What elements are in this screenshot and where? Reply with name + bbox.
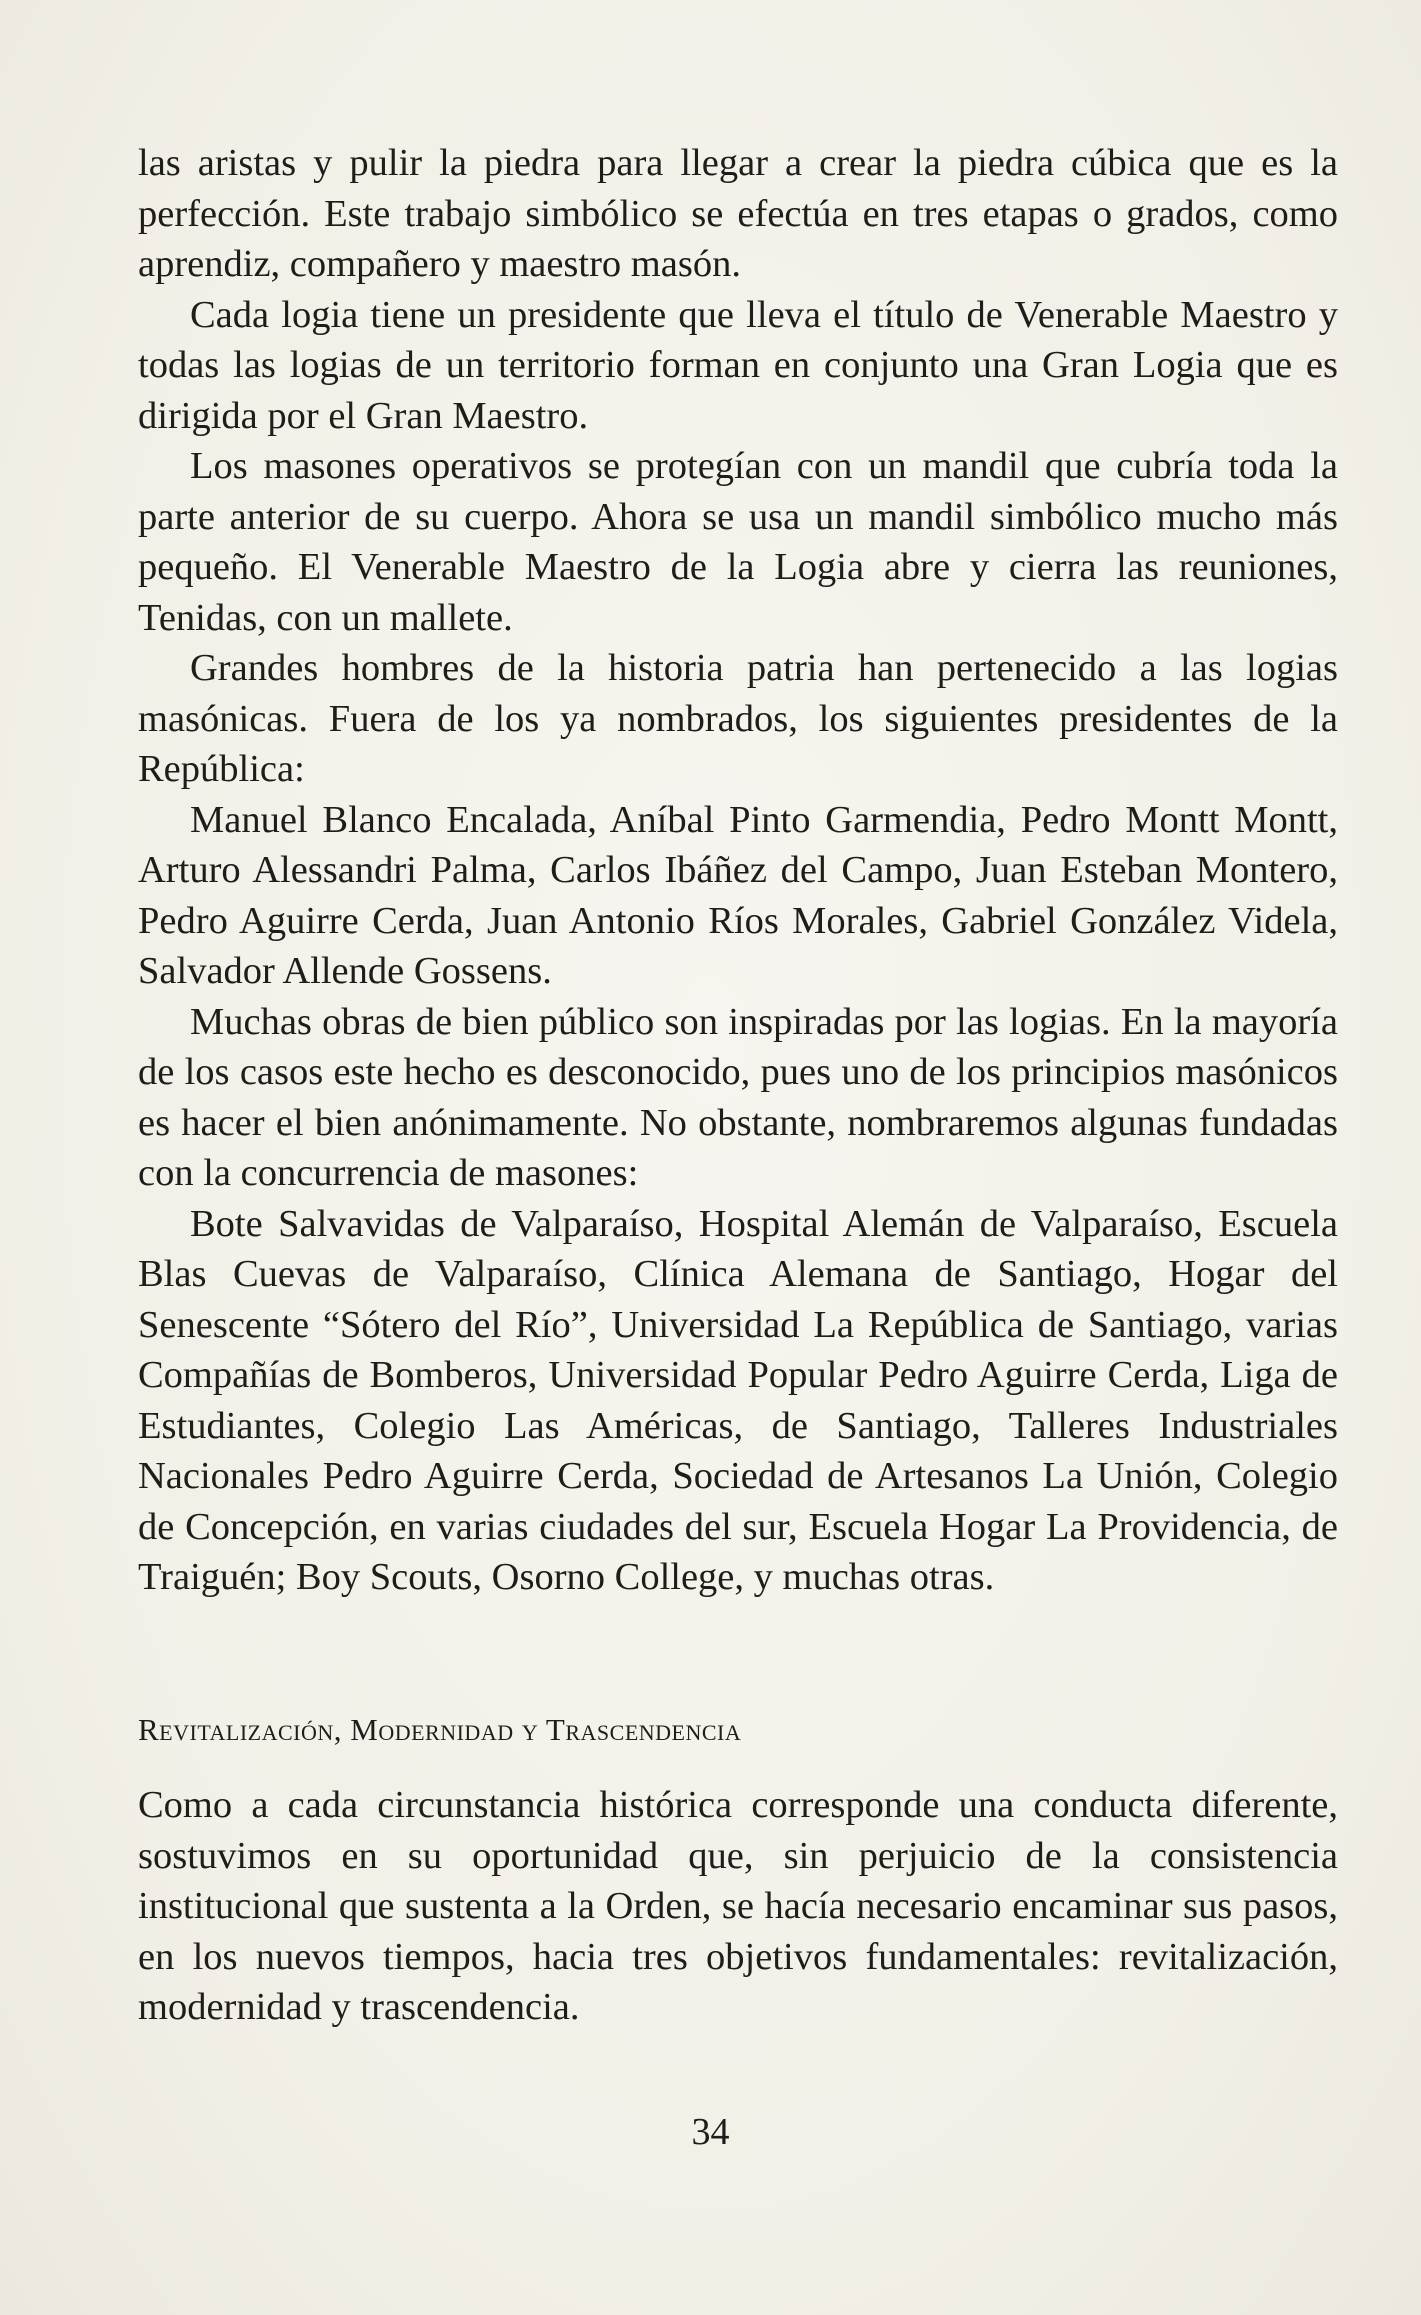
section-body [138, 1780, 1338, 2033]
page-number: 34 [691, 2111, 730, 2153]
paragraph-instituciones-lista: Bote Salvavidas de Valparaíso, Hospital Alemán de Valparaíso, Escuela Blas Cuevas de Valparaíso, Clínica Alemana de Santiago, Hogar del Senescente “Sótero del Río”, Universidad La República de Santiago, varias Compañías de Bomberos, Universidad Popular Pedro Aguirre Cerda, Liga de Estudiantes, Colegio Las Américas, de Santiago, Talleres Industriales Nacionales Pedro Aguirre Cerda, Sociedad de Artesanos La Unión, Colegio de Concepción, en varias ciudades del sur, Escuela Hogar La Providencia, de Traiguén; Boy Scouts, Osorno College, y muchas otras. [138, 1202, 1338, 1598]
paragraph-grandes-hombres: Grandes hombres de la historia patria han pertenecido a las logias masónicas. Fuera de los ya nombrados, los siguientes presidentes de la República: [138, 647, 1338, 790]
section-paragraph: Como a cada circunstancia histórica corresponde una conducta diferente, sostuvimos en su oportunidad que, sin perjuicio de la consistencia institucional que sustenta a la Orden, se hacía necesario encaminar sus pasos, en los nuevos tiempos, hacia tres objetivos fundamentales: revitalización, modernidad y trascendencia. [138, 1784, 1338, 2028]
paragraph-obras-bien-publico: Muchas obras de bien público son inspiradas por las logias. En la mayoría de los casos este hecho es desconocido, pues uno de los principios masónicos es hacer el bien anónimamente. No obstante, nombraremos algunas fundadas con la concurrencia de masones: [138, 1000, 1338, 1194]
paragraph-continuation: las aristas y pulir la piedra para llegar a crear la piedra cúbica que es la perfección. Este trabajo simbólico se efectúa en tres etapas o grados, como aprendiz, compañero y maestro masón. [138, 142, 1338, 285]
paragraph-logia-presidente: Cada logia tiene un presidente que lleva el título de Venerable Maestro y todas las logias de un territorio forman en conjunto una Gran Logia que es dirigida por el Gran Maestro. [138, 293, 1338, 437]
section-heading: Revitalización, Modernidad y Trascendencia [138, 1712, 742, 1747]
body-text [138, 138, 1338, 1603]
paragraph-presidentes-lista: Manuel Blanco Encalada, Aníbal Pinto Garmendia, Pedro Montt Montt, Arturo Alessandri Palma, Carlos Ibáñez del Campo, Juan Esteban Montero, Pedro Aguirre Cerda, Juan Antonio Ríos Morales, Gabriel González Videla, Salvador Allende Gossens. [138, 798, 1338, 992]
paragraph-mandil: Los masones operativos se protegían con un mandil que cubría toda la parte anterior de su cuerpo. Ahora se usa un mandil simbólico mucho más pequeño. El Venerable Maestro de la Logia abre y cierra las reuniones, Tenidas, con un mallete. [138, 445, 1338, 639]
